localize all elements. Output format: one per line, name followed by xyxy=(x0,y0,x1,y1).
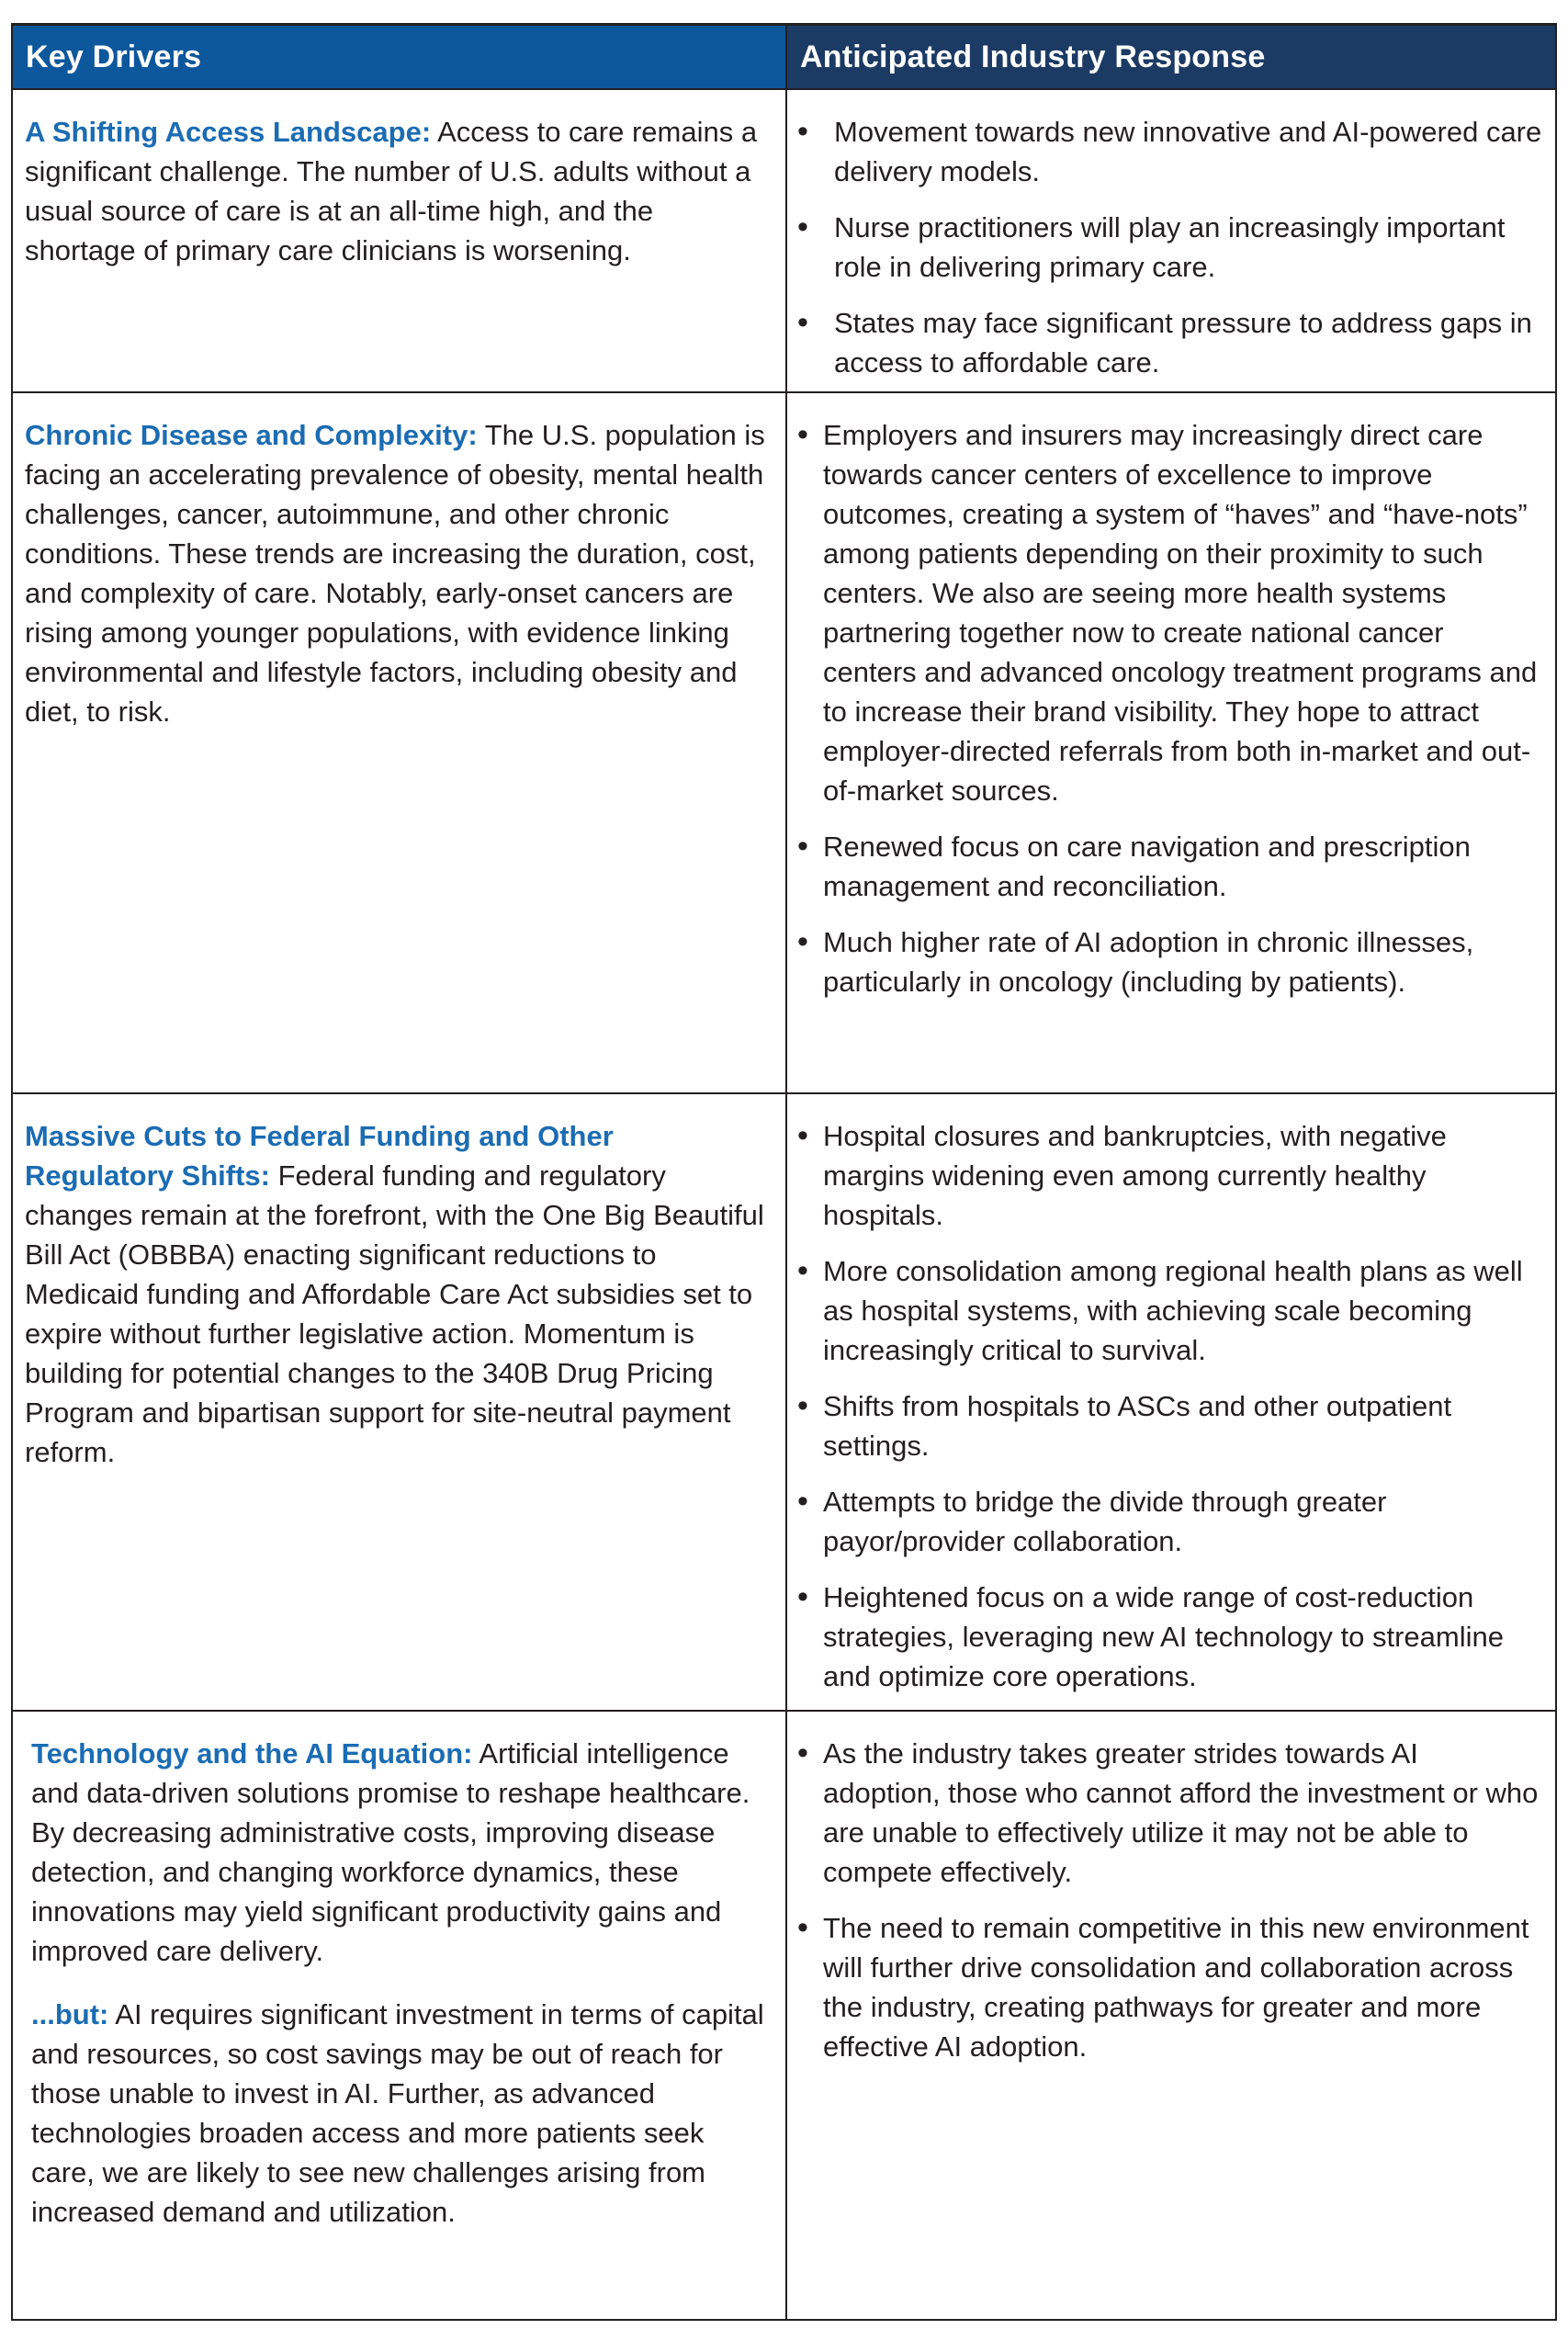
driver-lead: ...but: xyxy=(31,1998,109,2030)
driver-paragraph xyxy=(25,1116,767,1472)
driver-text: Access to care remains a significant challenge. The number of U.S. adults without a usual source of care is at an all-time high, and the shortage of primary care clinicians is worsening. xyxy=(25,116,758,266)
response-list xyxy=(787,1734,1542,2066)
response-item: • Employers and insurers may increasingly direct care towards cancer centers of excellence to improve outcomes, creating a system of “haves” and “have-nots” among patients depending on their proximity to such centers. We also are seeing more health systems partnering together now to create national cancer centers and advanced oncology treatment programs and to increase their brand visibility. They hope to attract employer-directed referrals from both in-market and out-of-market sources. xyxy=(797,415,1542,810)
driver-paragraph xyxy=(31,1995,767,2232)
response-cell-access-landscape xyxy=(787,90,1555,393)
response-list xyxy=(787,415,1542,1001)
response-item: • The need to remain competitive in this new environment will further drive consolidation and collaboration across the industry, creating pathways for greater and more effective AI adoption. xyxy=(797,1908,1542,2066)
column-header-key-drivers: Key Drivers xyxy=(13,26,787,90)
driver-text: The U.S. population is facing an accelerating prevalence of obesity, mental health challenges, cancer, autoimmune, and other chronic conditions. These trends are increasing the duration, cost, and complexity of care. Notably, early-onset cancers are rising among younger populations, with evidence linking environmental and lifestyle factors, including obesity and diet, to risk. xyxy=(25,419,765,728)
response-item: • Much higher rate of AI adoption in chronic illnesses, particularly in oncology (including by patients). xyxy=(797,922,1542,1001)
driver-lead: A Shifting Access Landscape: xyxy=(25,116,432,148)
driver-lead: Technology and the AI Equation: xyxy=(31,1737,473,1770)
driver-cell-chronic-disease xyxy=(13,393,787,1094)
response-cell-technology-ai xyxy=(787,1712,1555,2319)
response-item: • Nurse practitioners will play an increasingly important role in delivering primary care. xyxy=(797,208,1542,287)
driver-paragraph xyxy=(25,415,767,731)
column-header-anticipated-industry-response: Anticipated Industry Response xyxy=(787,26,1555,90)
response-item: • Shifts from hospitals to ASCs and other outpatient settings. xyxy=(797,1386,1542,1465)
response-item: • Movement towards new innovative and AI-powered care delivery models. xyxy=(797,112,1542,191)
driver-paragraph xyxy=(31,1734,767,1971)
response-list xyxy=(787,112,1542,382)
driver-cell-technology-ai xyxy=(13,1712,787,2319)
driver-text: Federal funding and regulatory changes remain at the forefront, with the One Big Beautiful Bill Act (OBBBA) enacting significant reductions to Medicaid funding and Affordable Care Act subsidies set to expire without further legislative action. Momentum is building for potential changes to the 340B Drug Pricing Program and bipartisan support for site-neutral payment reform. xyxy=(25,1159,764,1468)
response-item: • Hospital closures and bankruptcies, with negative margins widening even among currently healthy hospitals. xyxy=(797,1116,1542,1235)
response-item: • Renewed focus on care navigation and prescription management and reconciliation. xyxy=(797,827,1542,906)
response-cell-chronic-disease xyxy=(787,393,1555,1094)
driver-text: Artificial intelligence and data-driven solutions promise to reshape healthcare. By decreasing administrative costs, improving disease detection, and changing workforce dynamics, these innovations may yield significant productivity gains and improved care delivery. xyxy=(31,1737,750,1967)
response-list xyxy=(787,1116,1542,1696)
response-cell-federal-funding xyxy=(787,1094,1555,1712)
response-item: • More consolidation among regional health plans as well as hospital systems, with achieving scale becoming increasingly critical to survival. xyxy=(797,1251,1542,1370)
driver-lead: Massive Cuts to Federal Funding and Other Regulatory Shifts: xyxy=(25,1120,614,1192)
driver-cell-federal-funding xyxy=(13,1094,787,1712)
key-drivers-response-table xyxy=(11,23,1557,2321)
driver-paragraph xyxy=(25,112,767,270)
driver-text: AI requires significant investment in terms of capital and resources, so cost savings may be out of reach for those unable to invest in AI. Further, as advanced technologies broaden access and more patients seek care, we are likely to see new challenges arising from increased demand and utilization. xyxy=(31,1998,764,2228)
driver-cell-access-landscape xyxy=(13,90,787,393)
response-item: • States may face significant pressure to address gaps in access to affordable care. xyxy=(797,303,1542,382)
response-item: • Attempts to bridge the divide through greater payor/provider collaboration. xyxy=(797,1482,1542,1561)
response-item: • Heightened focus on a wide range of cost-reduction strategies, leveraging new AI technology to streamline and optimize core operations. xyxy=(797,1577,1542,1696)
driver-lead: Chronic Disease and Complexity: xyxy=(25,419,478,451)
response-item: • As the industry takes greater strides towards AI adoption, those who cannot afford the investment or who are unable to effectively utilize it may not be able to compete effectively. xyxy=(797,1734,1542,1892)
